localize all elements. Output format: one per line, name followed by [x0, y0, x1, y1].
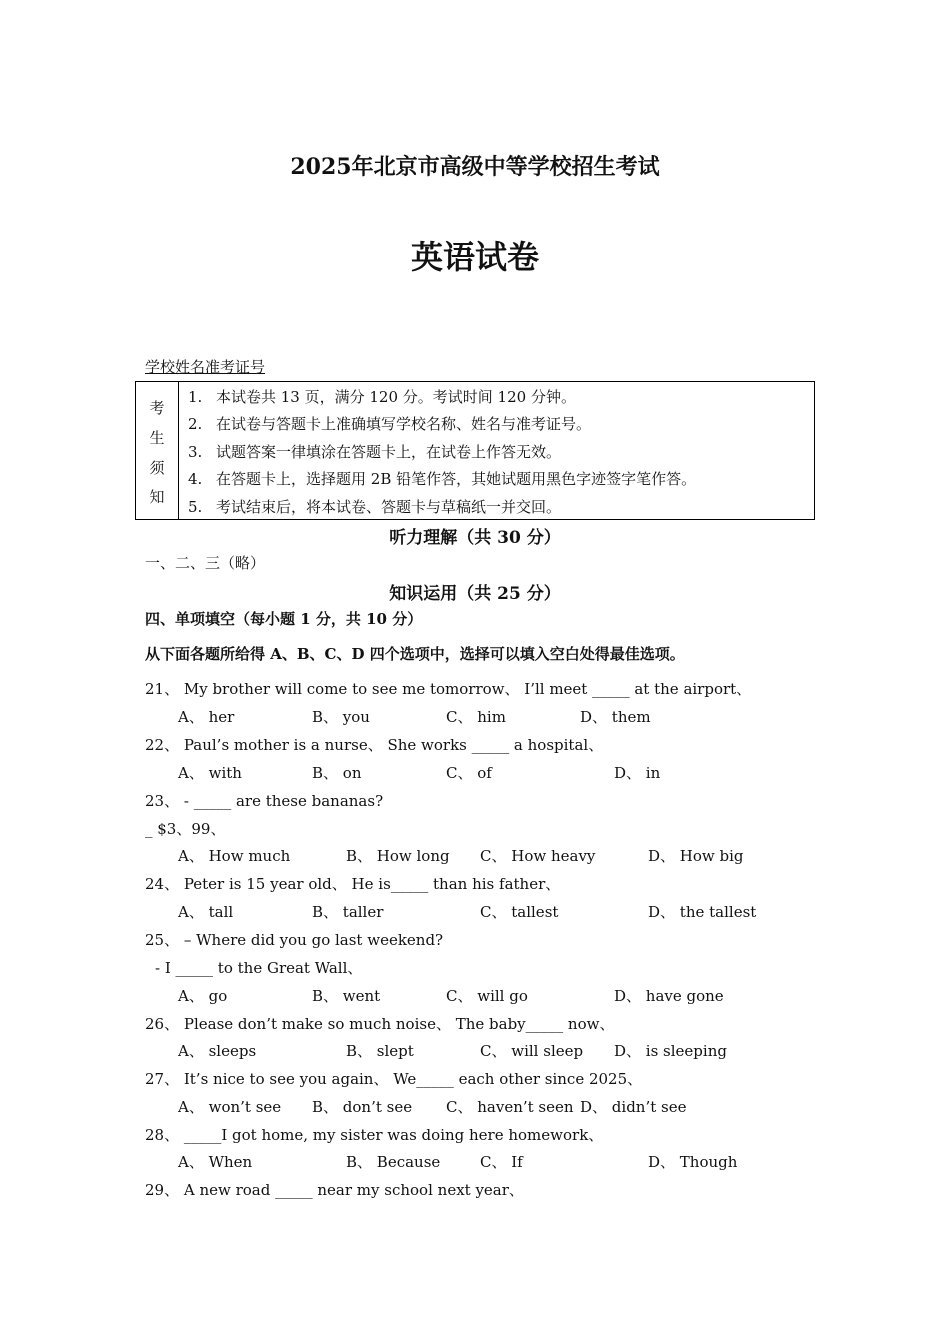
rule-text: 考试结束后，将本试卷、答题卡与草稿纸一并交回。 [216, 498, 562, 516]
rule-number: 5. [188, 498, 203, 516]
notice-rule [188, 496, 561, 517]
option-a: A、 tall [178, 903, 234, 921]
question-stem: 22、 Paul’s mother is a nurse、 She works _____ a hospital、 [145, 736, 604, 754]
listening-note: 一、二、三（略） [145, 554, 266, 572]
question-stem: 29、 A new road _____ near my school next year、 [145, 1181, 524, 1199]
listening-heading: 听力理解（共 30 分） [389, 528, 561, 548]
option-a: A、 How much [178, 847, 291, 865]
part-instruction: 从下面各题所给得 A、B、C、D 四个选项中，选择可以填入空白处得最佳选项。 [145, 645, 685, 663]
question-stem: 23、 - _____ are these bananas? [145, 792, 384, 810]
option-b: B、 Because [346, 1153, 441, 1171]
rule-text: 在试卷与答题卡上准确填写学校名称、姓名与准考证号。 [216, 415, 592, 433]
option-c: C、 tallest [480, 903, 559, 921]
option-a: A、 sleeps [178, 1042, 257, 1060]
option-d: D、 is sleeping [614, 1042, 727, 1060]
rule-number: 1. [188, 388, 203, 406]
notice-rule [188, 468, 696, 489]
student-info-fields: 学校姓名准考证号 [145, 358, 266, 376]
rule-number: 3. [188, 443, 203, 461]
exam-title: 2025年北京市高级中等学校招生考试 [290, 154, 660, 180]
notice-label-char: 考 [149, 399, 165, 417]
option-b: B、 taller [312, 903, 384, 921]
rule-number: 4. [188, 470, 203, 488]
option-c: C、 of [446, 764, 492, 782]
subject-title: 英语试卷 [410, 238, 539, 276]
option-d: D、 Though [648, 1153, 738, 1171]
option-c: C、 If [480, 1153, 523, 1171]
option-b: B、 slept [346, 1042, 414, 1060]
exam-notice-box [135, 381, 815, 520]
option-a: A、 with [178, 764, 242, 782]
notice-label-char: 须 [149, 459, 165, 477]
question-stem: 25、 – Where did you go last weekend? [145, 931, 444, 949]
rule-text: 在答题卡上，选择题用 2B 铅笔作答，其她试题用黑色字迹签字笔作答。 [216, 470, 697, 488]
rule-text: 本试卷共 13 页，满分 120 分。考试时间 120 分钟。 [216, 388, 576, 406]
option-c: C、 How heavy [480, 847, 596, 865]
option-a: A、 her [178, 708, 235, 726]
option-d: D、 How big [648, 847, 744, 865]
option-a: A、 go [178, 987, 228, 1005]
option-c: C、 will sleep [480, 1042, 584, 1060]
option-d: D、 them [580, 708, 651, 726]
option-b: B、 you [312, 708, 370, 726]
question-stem-reply: _ $3、99、 [145, 820, 226, 838]
part-title: 四、单项填空（每小题 1 分，共 10 分） [145, 610, 423, 628]
question-stem: 24、 Peter is 15 year old、 He is_____ than his father、 [145, 875, 561, 893]
option-d: D、 the tallest [648, 903, 757, 921]
option-b: B、 on [312, 764, 362, 782]
question-stem: 27、 It’s nice to see you again、 We_____ each other since 2025、 [145, 1070, 643, 1088]
question-stem: 26、 Please don’t make so much noise、 The baby_____ now、 [145, 1015, 615, 1033]
notice-label [136, 382, 179, 519]
notice-rule [188, 413, 591, 434]
option-c: C、 haven’t seen [446, 1098, 574, 1116]
option-b: B、 don’t see [312, 1098, 413, 1116]
question-stem-reply: - I _____ to the Great Wall、 [155, 959, 363, 977]
notice-label-char: 生 [149, 429, 165, 447]
option-d: D、 in [614, 764, 661, 782]
option-b: B、 went [312, 987, 381, 1005]
option-b: B、 How long [346, 847, 450, 865]
option-d: D、 didn’t see [580, 1098, 687, 1116]
option-a: A、 When [178, 1153, 253, 1171]
rule-text: 试题答案一律填涂在答题卡上，在试卷上作答无效。 [216, 443, 562, 461]
option-d: D、 have gone [614, 987, 724, 1005]
option-a: A、 won’t see [178, 1098, 282, 1116]
question-stem: 21、 My brother will come to see me tomorrow、 I’ll meet _____ at the airport、 [145, 680, 752, 698]
notice-label-char: 知 [149, 488, 165, 506]
notice-rule [188, 441, 561, 462]
option-c: C、 will go [446, 987, 528, 1005]
rule-number: 2. [188, 415, 203, 433]
notice-rule [188, 386, 576, 407]
question-stem: 28、 _____I got home, my sister was doing here homework、 [145, 1126, 604, 1144]
knowledge-heading: 知识运用（共 25 分） [389, 584, 561, 604]
option-c: C、 him [446, 708, 506, 726]
